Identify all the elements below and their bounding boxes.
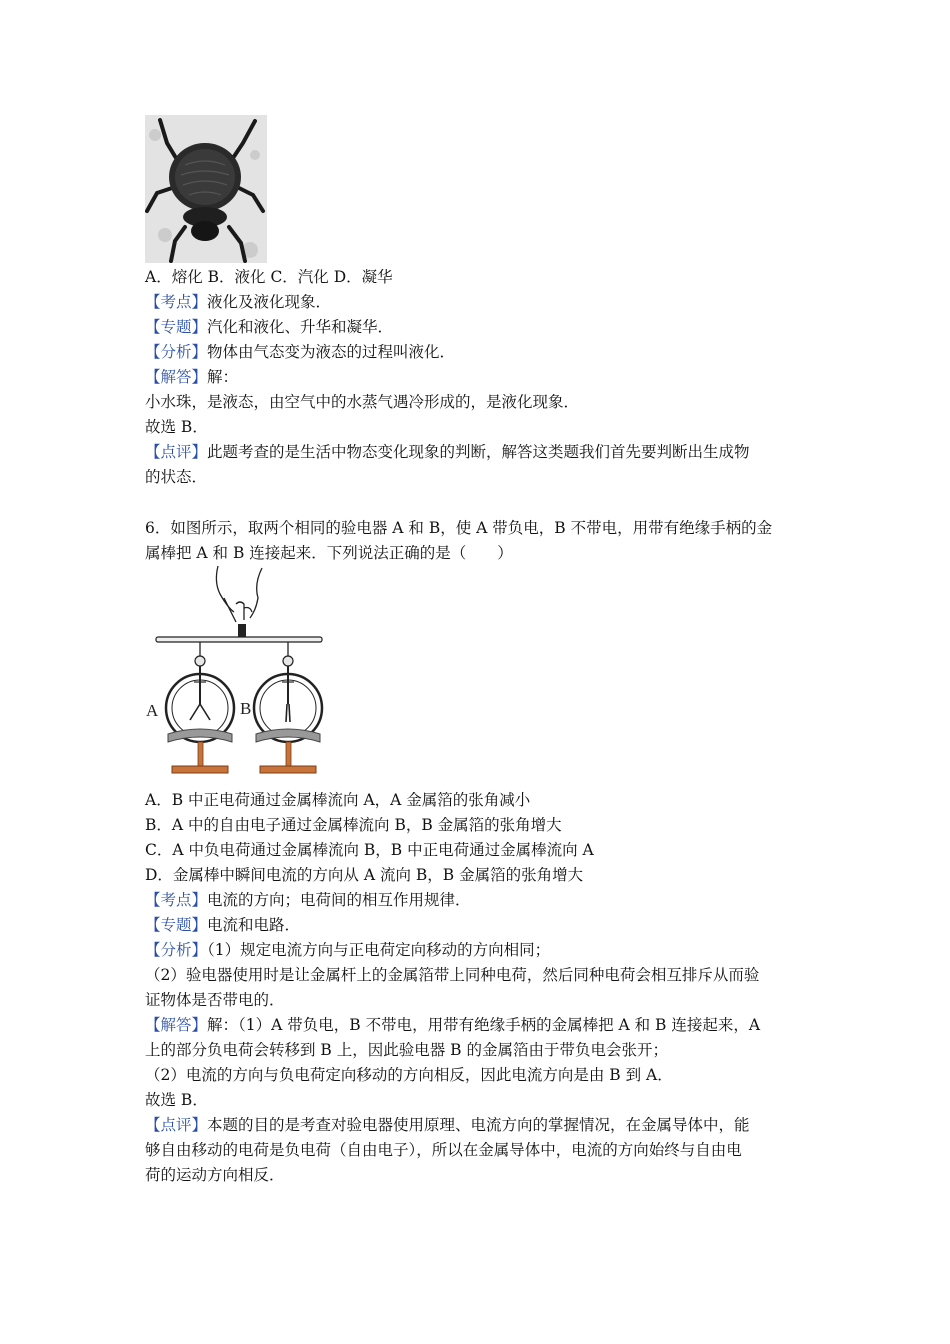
q6-jieda-line-4: 故选 B． [145, 1091, 208, 1109]
q5-jieda [145, 365, 238, 389]
q6-dianping-line-2: 够自由移动的电荷是负电荷（自由电子），所以在金属导体中，电流的方向始终与自由电 [145, 1141, 742, 1159]
kaodian-text: 电流的方向；电荷间的相互作用规律． [207, 891, 471, 909]
q5-fenxi [145, 340, 455, 364]
q5-answer-line-2: 故选 B． [145, 418, 208, 436]
q6-fenxi [145, 938, 550, 962]
q6-option-d: D．金属棒中瞬间电流的方向从 A 流向 B，B 金属箔的张角增大 [145, 866, 584, 884]
kaodian-text: 液化及液化现象． [207, 293, 332, 311]
q6-jieda-line-3: （2）电流的方向与负电荷定向移动的方向相反，因此电流方向是由 B 到 A． [145, 1066, 673, 1084]
q5-dianping [145, 440, 750, 464]
fig-label-a: A [146, 701, 159, 720]
dianping-text: 此题考查的是生活中物态变化现象的判断，解答这类题我们首先要判断出生成物 [207, 443, 750, 461]
q6-kaodian [145, 888, 471, 912]
fenxi-tag: 【分析】 [145, 941, 208, 959]
dianping-text: 本题的目的是考查对验电器使用原理、电流方向的掌握情况，在金属导体中，能 [207, 1116, 750, 1134]
q6-zhuanti [145, 913, 300, 937]
q6-option-a: A．B 中正电荷通过金属棒流向 A，A 金属箔的张角减小 [145, 791, 531, 809]
q5-options: A．熔化 B．液化 C．汽化 D．凝华 [145, 268, 393, 286]
q5-kaodian [145, 290, 331, 314]
q6-fenxi-line-3: 证物体是否带电的． [145, 991, 285, 1009]
fenxi-text: 物体由气态变为液态的过程叫液化． [207, 343, 456, 361]
q6-stem-line-1: 6．如图所示，取两个相同的验电器 A 和 B，使 A 带负电，B 不带电，用带有绝缘手柄的金 [145, 519, 773, 537]
hand-illustration [216, 566, 262, 622]
fenxi-tag: 【分析】 [145, 343, 208, 361]
kaodian-tag: 【考点】 [145, 891, 208, 909]
q6-fenxi-line-2: （2）验电器使用时是让金属杆上的金属箔带上同种电荷，然后同种电荷会相互排斥从而验 [145, 966, 760, 984]
electroscope-a [166, 656, 234, 773]
zhuanti-tag: 【专题】 [145, 916, 208, 934]
q6-option-c: C．A 中负电荷通过金属棒流向 B，B 中正电荷通过金属棒流向 A [145, 841, 594, 859]
beetle-image [145, 115, 267, 263]
metal-rod [156, 637, 322, 642]
fig-label-b: B [240, 699, 252, 718]
jieda-text: 解：（1）A 带负电，B 不带电，用带有绝缘手柄的金属棒把 A 和 B 连接起来，A [207, 1016, 761, 1034]
kaodian-tag: 【考点】 [145, 293, 208, 311]
q6-option-b: B．A 中的自由电子通过金属棒流向 B，B 金属箔的张角增大 [145, 816, 562, 834]
electroscope-figure [140, 564, 330, 780]
electroscope-b [254, 656, 322, 773]
q6-stem-line-2: 属棒把 A 和 B 连接起来．下列说法正确的是（ ） [145, 544, 513, 562]
q5-dianping-line-2: 的状态． [145, 468, 208, 486]
jieda-text: 解： [207, 368, 239, 386]
q6-jieda [145, 1013, 760, 1037]
q6-dianping-line-3: 荷的运动方向相反． [145, 1166, 285, 1184]
dianping-tag: 【点评】 [145, 443, 208, 461]
q6-dianping [145, 1113, 750, 1137]
fenxi-text: （1）规定电流方向与正电荷定向移动的方向相同； [207, 941, 551, 959]
q5-zhuanti [145, 315, 393, 339]
zhuanti-text: 汽化和液化、升华和凝华． [207, 318, 394, 336]
zhuanti-tag: 【专题】 [145, 318, 208, 336]
dianping-tag: 【点评】 [145, 1116, 208, 1134]
jieda-tag: 【解答】 [145, 1016, 208, 1034]
insulating-handle [238, 624, 246, 638]
jieda-tag: 【解答】 [145, 368, 208, 386]
q6-jieda-line-2: 上的部分负电荷会转移到 B 上，因此验电器 B 的金属箔由于带负电会张开； [145, 1041, 668, 1059]
zhuanti-text: 电流和电路． [207, 916, 301, 934]
q5-answer-line-1: 小水珠，是液态，由空气中的水蒸气遇冷形成的，是液化现象． [145, 393, 580, 411]
